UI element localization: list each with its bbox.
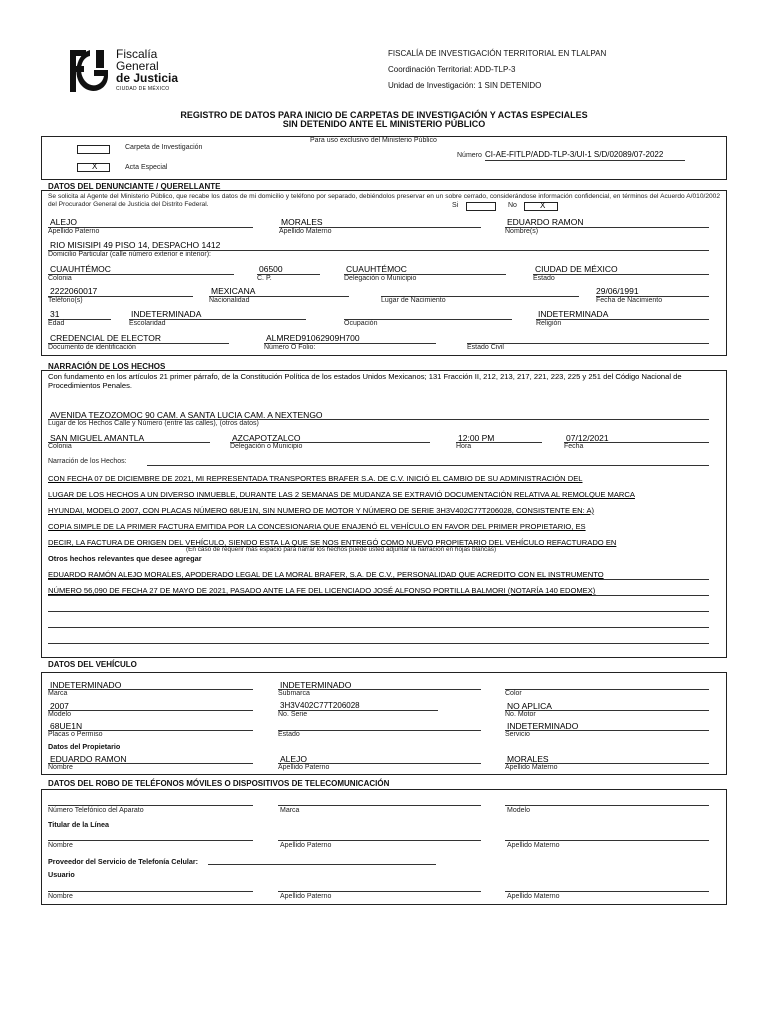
domicilio-label: Domicilio Particular (calle número exterior e interior): [48, 251, 211, 258]
fundamento-text: Con fundamento en los artículos 21 primer párrafo, de la Constitución Política de los estados Unidos Mexicanos; 131 Fracción II, 212, 213, 217, 221, 223, 225 y 251 del Código Nacional de Procedimientos Penales. [48, 372, 682, 390]
religion-value: INDETERMINADA [538, 309, 609, 319]
marca-value: INDETERMINADO [50, 680, 122, 690]
religion-label: Religión [536, 320, 562, 327]
otros-label: Otros hechos relevantes que desee agregar [48, 554, 202, 563]
titular-paterno-label: Apellido Paterno [280, 842, 332, 849]
fecha-nacimiento-label: Fecha de Nacimiento [596, 297, 663, 304]
modelo-label: Modelo [48, 711, 71, 718]
folio-label: Número O Folio: [264, 344, 316, 351]
color-label: Color [505, 690, 522, 697]
numero-aparato-label: Número Telefónico del Aparato [48, 807, 144, 814]
telefono-label: Teléfono(s) [48, 297, 83, 304]
estado-value: CIUDAD DE MÉXICO [535, 264, 618, 274]
otros-line-1: EDUARDO RAMÓN ALEJO MORALES, APODERADO LEGAL DE LA MORAL BRAFER, S.A. DE C.V., PERSONALIDAD QUE ACREDITO CON EL INSTRUMENTO [48, 570, 604, 579]
apellido-paterno-label: Apellido Paterno [48, 228, 100, 235]
delegacion-hechos-value: AZCAPOTZALCO [232, 433, 301, 443]
placas-label: Placas o Permiso [48, 731, 103, 738]
edad-label: Edad [48, 320, 65, 327]
estado-vehiculo-label: Estado [278, 731, 300, 738]
logo [66, 46, 186, 96]
documento-value: CREDENCIAL DE ELECTOR [50, 333, 161, 343]
section-vehiculo: DATOS DEL VEHÍCULO [48, 660, 137, 669]
numero-value: CI-AE-FITLP/ADD-TLP-3/UI-1 S/D/02089/07-2022 [485, 150, 664, 159]
edad-value: 31 [50, 309, 60, 319]
fgj-logo-icon [66, 46, 110, 96]
numero-label: Número [457, 152, 482, 159]
carpeta-label: Carpeta de Investigación [125, 144, 203, 151]
nombre-value: EDUARDO RAMON [507, 217, 584, 227]
delegacion-value: CUAUHTÉMOC [346, 264, 407, 274]
otros-line-2: NÚMERO 56,090 DE FECHA 27 DE MAYO DE 2021, PASADO ANTE LA FE DEL LICENCIADO JOSÉ ALFONSO PORTILLA BALMORI (NOTARÍA 140 EDOMEX) [48, 586, 596, 595]
usuario-paterno-label: Apellido Paterno [280, 893, 332, 900]
apellido-paterno-value: ALEJO [50, 217, 77, 227]
nacionalidad-value: MEXICANA [211, 286, 256, 296]
nombre-label: Nombre(s) [505, 228, 539, 235]
servicio-value: INDETERMINADO [507, 721, 579, 731]
logo-line1: Fiscalía [116, 47, 158, 61]
marca-label: Marca [48, 690, 68, 697]
no-mark: X [540, 201, 546, 210]
si-label: Si [452, 202, 459, 209]
logo-line2: General [116, 59, 159, 73]
prop-nombre-value: EDUARDO RAMON [50, 754, 127, 764]
cp-label: C. P. [257, 275, 272, 282]
narracion-line-5: DECIR, LA FACTURA DE ORIGEN DEL VEHÍCULO, SIENDO ESTA LA QUE SE NOS ENTREGÓ COMO NUEVO PROPIETARIO DEL VEHÍCULO REFACTURADO EN [48, 538, 617, 547]
narracion-line-1: CON FECHA 07 DE DICIEMBRE DE 2021, MI REPRESENTADA TRANSPORTES BRAFER S.A. DE C.V. INICIÓ EL CAMBIO DE SU ADMINISTRACIÓN DEL [48, 474, 583, 483]
escolaridad-value: INDETERMINADA [131, 309, 202, 319]
acta-mark: X [92, 162, 98, 171]
page-subtitle: SIN DETENIDO ANTE EL MINISTERIO PÚBLICO [282, 119, 486, 129]
estado-civil-label: Estado Civil [467, 344, 504, 351]
usuario-label: Usuario [48, 870, 75, 879]
narracion-line-2: LUGAR DE LOS HECHOS A UN DIVERSO INMUEBLE, DURANTE LAS 2 SEMANAS DE MUDANZA SE EXTRAVIÓ DOCUMENTACIÓN RELATIVA AL REMOLQUE MARCA [48, 490, 635, 499]
domicilio-value: RIO MISISIPI 49 PISO 14, DESPACHO 1412 [50, 240, 221, 250]
espacio-note: (En caso de requerir más espacio para narrar los hechos puede usted adjuntar la narración en hojas blancas) [186, 546, 497, 553]
ocupacion-label: Ocupación [344, 320, 378, 327]
page-title: REGISTRO DE DATOS PARA INICIO DE CARPETAS DE INVESTIGACIÓN Y ACTAS ESPECIALES [180, 110, 588, 120]
nacionalidad-label: Nacionalidad [209, 297, 250, 304]
vehiculo-box [41, 672, 727, 775]
submarca-label: Submarca [278, 690, 310, 697]
placas-value: 68UE1N [50, 721, 83, 731]
delegacion-hechos-label: Delegación o Municipio [230, 443, 303, 450]
apellido-materno-label: Apellido Materno [279, 228, 332, 235]
motor-value: NO APLICA [507, 701, 552, 711]
colonia-label: Colonia [48, 275, 72, 282]
narracion-label: Narración de los Hechos: [48, 458, 127, 465]
serie-label: No. Serie [278, 711, 308, 718]
prop-materno-value: MORALES [507, 754, 549, 764]
serie-value: 3H3V402C77T206028 [280, 701, 360, 710]
header-line2: Coordinación Territorial: ADD-TLP-3 [388, 65, 516, 74]
carpeta-checkbox[interactable] [77, 145, 110, 154]
telefono-value: 2222060017 [50, 286, 98, 296]
exclusive-label: Para uso exclusivo del Ministerio Público [310, 137, 437, 144]
cp-value: 06500 [259, 264, 283, 274]
blank-line [48, 611, 709, 612]
proveedor-label: Proveedor del Servicio de Telefonía Celular: [48, 857, 199, 866]
apellido-materno-value: MORALES [281, 217, 323, 227]
colonia-hechos-value: SAN MIGUEL AMANTLA [50, 433, 145, 443]
modelo-value: 2007 [50, 701, 69, 711]
prop-nombre-label: Nombre [48, 764, 73, 771]
titular-nombre-label: Nombre [48, 842, 73, 849]
motor-label: No. Motor [505, 711, 536, 718]
folio-value: ALMRED91062909H700 [266, 333, 360, 343]
escolaridad-label: Escolaridad [129, 320, 166, 327]
narracion-line-4: COPIA SIMPLE DE LA PRIMER FACTURA EMITIDA POR LA CONCESIONARIA QUE ENAJENÓ EL VEHÍCULO EN FAVOR DEL PRIMER PROPIETARIO, ES [48, 522, 586, 531]
logo-sub: CIUDAD DE MÉXICO [116, 86, 170, 92]
blank-line [48, 643, 709, 644]
prop-paterno-value: ALEJO [280, 754, 307, 764]
colonia-hechos-label: Colonia [48, 443, 72, 450]
si-checkbox[interactable] [466, 202, 496, 211]
hora-label: Hora [456, 443, 472, 450]
section-telefonos: DATOS DEL ROBO DE TELÉFONOS MÓVILES O DISPOSITIVOS DE TELECOMUNICACIÓN [48, 779, 390, 788]
prop-paterno-label: Apellido Paterno [278, 764, 330, 771]
hora-value: 12:00 PM [458, 433, 495, 443]
prop-materno-label: Apellido Materno [505, 764, 558, 771]
section-hechos: NARRACIÓN DE LOS HECHOS [48, 362, 166, 371]
header-line1: FISCALÍA DE INVESTIGACIÓN TERRITORIAL EN TLALPAN [388, 49, 607, 58]
acta-label: Acta Especial [125, 164, 168, 171]
documento-label: Documento de identificación [48, 344, 136, 351]
servicio-label: Servicio [505, 731, 530, 738]
lugar-hechos-value: AVENIDA TEZOZOMOC 90 CAM. A SANTA LUCIA CAM. A NEXTENGO [50, 410, 323, 420]
titular-materno-label: Apellido Materno [507, 842, 560, 849]
submarca-value: INDETERMINADO [280, 680, 352, 690]
fecha-hechos-label: Fecha [564, 443, 584, 450]
usuario-materno-label: Apellido Materno [507, 893, 560, 900]
header-line3: Unidad de Investigación: 1 SIN DETENIDO [388, 81, 542, 90]
estado-label: Estado [533, 275, 555, 282]
confidential-notice: Se solicita al Agente del Ministerio Público, que recabe los datos de mi domicilio y teléfono por separado, debiéndolos preservar en un sobre cerrado, considerándose información confidencial, en términos del Acuerdo A/010/2002 del Procurador General de Justicia del Distrito Federal. [48, 193, 720, 208]
propietario-label: Datos del Propietario [48, 742, 121, 751]
blank-line [48, 627, 709, 628]
lugar-nacimiento-label: Lugar de Nacimiento [381, 297, 446, 304]
logo-line3: de Justicia [116, 71, 179, 85]
colonia-value: CUAUHTÉMOC [50, 264, 111, 274]
fecha-hechos-value: 07/12/2021 [566, 433, 609, 443]
lugar-hechos-label: Lugar de los Hechos Calle y Número (entre las calles), (otros datos) [48, 420, 259, 427]
marca-tel-label: Marca [280, 807, 300, 814]
fecha-nacimiento-value: 29/06/1991 [596, 286, 639, 296]
modelo-tel-label: Modelo [507, 807, 530, 814]
titular-label: Titular de la Línea [48, 820, 109, 829]
no-label: No [508, 202, 517, 209]
section-denunciante: DATOS DEL DENUNCIANTE / QUERELLANTE [48, 182, 221, 191]
delegacion-label: Delegación o Municipio [344, 275, 417, 282]
usuario-nombre-label: Nombre [48, 893, 73, 900]
narracion-line-3: HYUNDAI, MODELO 2007, CON PLACAS NÚMERO 68UE1N, SIN NUMERO DE MOTOR Y NÚMERO DE SERIE 3H3V402C77T206028, CONSISTENTE EN: A) [48, 506, 595, 515]
